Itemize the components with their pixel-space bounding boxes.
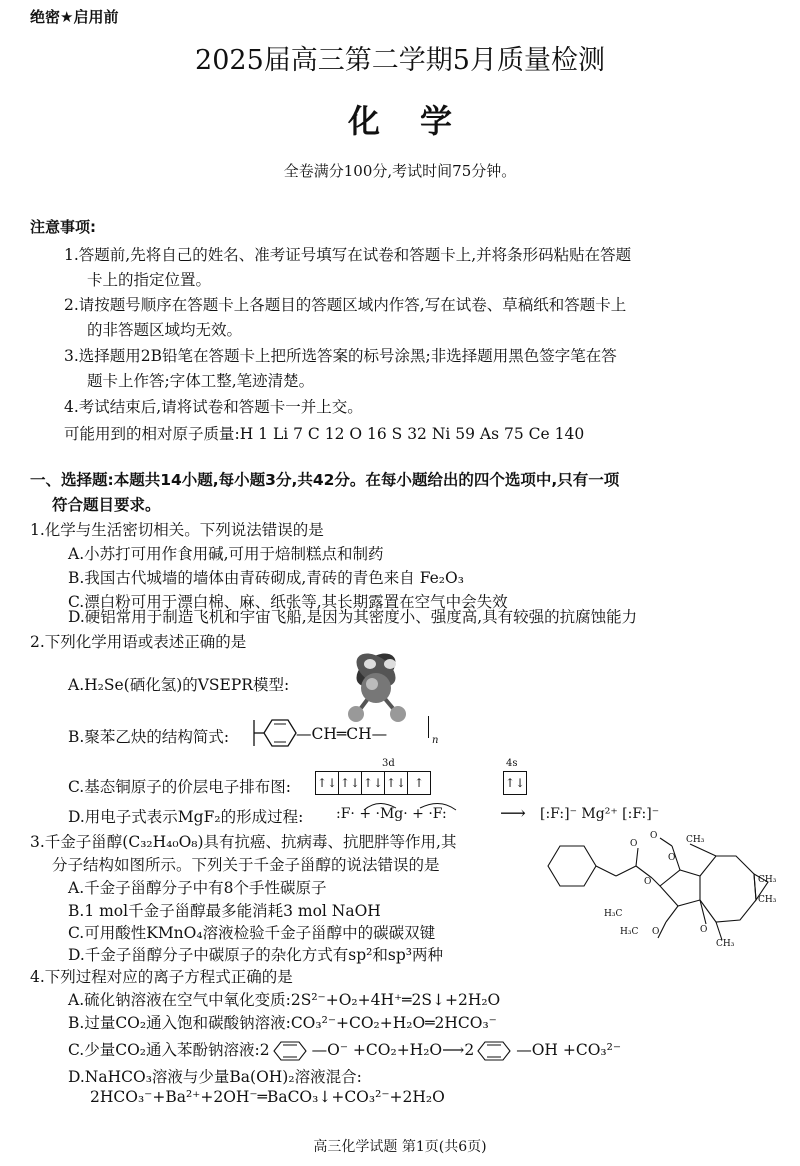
- q1-option-a: A.小苏打可用作食用碱,可用于焙制糕点和制药: [68, 545, 384, 563]
- q2-option-d: D.用电子式表示MgF₂的形成过程:: [68, 808, 304, 826]
- molecule-structure-figure: [540, 826, 780, 950]
- q3-stem: 3.千金子甾醇(C₃₂H₄₀O₈)具有抗癌、抗病毒、抗肥胖等作用,其: [30, 833, 457, 851]
- q4-c-prefix: C.少量CO₂通入苯酚钠溶液:2: [68, 1041, 270, 1059]
- orbital-3d-label: 3d: [382, 758, 395, 769]
- section1-heading-cont: 符合题目要求。: [52, 496, 161, 514]
- section1-heading: 一、选择题:本题共14小题,每小题3分,共42分。在每小题给出的四个选项中,只有一项: [30, 471, 620, 489]
- q4-stem: 4.下列过程对应的离子方程式正确的是: [30, 968, 293, 986]
- atom-label: O: [700, 925, 708, 935]
- q4-option-d-equation: 2HCO₃⁻+Ba²⁺+2OH⁻═BaCO₃↓+CO₃²⁻+2H₂O: [90, 1088, 445, 1106]
- reaction-arrow: ⟶: [500, 803, 526, 824]
- secret-mark: 绝密★启用前: [30, 8, 119, 26]
- orbital-4s-label: 4s: [506, 758, 518, 769]
- q4-option-b: B.过量CO₂通入饱和碳酸钠溶液:CO₃²⁻+CO₂+H₂O═2HCO₃⁻: [68, 1014, 497, 1032]
- subject-title: 化学: [347, 102, 492, 140]
- note-line: 卡上的指定位置。: [87, 271, 212, 289]
- note-line: 3.选择题用2B铅笔在答题卡上把所选答案的标号涂黑;非选择题用黑色签字笔在答: [64, 347, 617, 365]
- q1-option-c: C.漂白粉可用于漂白棉、麻、纸张等,其长期露置在空气中会失效: [68, 593, 508, 611]
- atom-label: CH₃: [758, 895, 777, 905]
- note-line: 的非答题区域均无效。: [87, 321, 243, 339]
- q4-option-d: D.NaHCO₃溶液与少量Ba(OH)₂溶液混合:: [68, 1068, 362, 1086]
- q4-c-suffix: —OH +CO₃²⁻: [516, 1041, 622, 1059]
- electron-transfer-arrows: [356, 798, 476, 812]
- note-line: 4.考试结束后,请将试卷和答题卡一并上交。: [64, 398, 363, 416]
- note-line: 2.请按题号顺序在答题卡上各题目的答题区域内作答,写在试卷、草稿纸和答题卡上: [64, 296, 627, 314]
- note-line: 题卡上作答;字体工整,笔迹清楚。: [87, 372, 315, 390]
- orbital-box: ↑↓: [361, 771, 385, 795]
- q1-option-b: B.我国古代城墙的墙体由青砖砌成,青砖的青色来自 Fe₂O₃: [68, 569, 464, 587]
- page-footer: 高三化学试题 第1页(共6页): [313, 1139, 487, 1155]
- q3-option-b: B.1 mol千金子甾醇最多能消耗3 mol NaOH: [68, 902, 381, 920]
- atomic-masses: 可能用到的相对原子质量:H 1 Li 7 C 12 O 16 S 32 Ni 59 As 75 Ce 140: [64, 425, 585, 443]
- q2-option-a: A.H₂Se(硒化氢)的VSEPR模型:: [68, 676, 290, 694]
- atom-label: H₃C: [604, 909, 623, 919]
- orbital-diagram-4s: [504, 771, 527, 795]
- q3-option-a: A.千金子甾醇分子中有8个手性碳原子: [68, 879, 327, 897]
- polymer-chain: —CH═CH—: [296, 725, 388, 743]
- vsepr-model-figure: [330, 644, 426, 726]
- bracket-right: [428, 716, 431, 738]
- benzene-ring-icon: [474, 1040, 516, 1062]
- orbital-box: ↑↓: [315, 771, 339, 795]
- notes-heading: 注意事项:: [30, 218, 96, 236]
- q4-option-c: [68, 1038, 621, 1062]
- q2-option-c: C.基态铜原子的价层电子排布图:: [68, 778, 291, 796]
- atom-label: O: [668, 853, 676, 863]
- q4-option-a: A.硫化钠溶液在空气中氧化变质:2S²⁻+O₂+4H⁺═2S↓+2H₂O: [68, 991, 501, 1009]
- atom-label: O: [650, 831, 658, 841]
- q1-option-d-text: D.硬铝常用于制造飞机和宇宙飞船,是因为其密度小、强度高,具有较强的抗腐蚀能力: [68, 608, 638, 626]
- orbital-diagram-3d: [316, 771, 431, 795]
- atom-label: CH₃: [716, 939, 735, 949]
- full-score-note: 全卷满分100分,考试时间75分钟。: [283, 162, 517, 180]
- mgf2-reactants: :F· + ·Mg· + ·F:: [336, 806, 447, 822]
- atom-label: H₃C: [620, 927, 639, 937]
- benzene-ring-icon: [250, 716, 302, 750]
- note-line: 1.答题前,先将自己的姓名、准考证号填写在试卷和答题卡上,并将条形码粘贴在答题: [64, 246, 632, 264]
- q3-stem-cont: 分子结构如图所示。下列关于千金子甾醇的说法错误的是: [52, 856, 440, 874]
- q2-option-b: B.聚苯乙炔的结构简式:: [68, 728, 230, 746]
- orbital-box: ↑↓: [384, 771, 408, 795]
- polymer-n: n: [432, 735, 439, 746]
- q2-stem: 2.下列化学用语或表述正确的是: [30, 633, 247, 651]
- orbital-box: ↑: [407, 771, 431, 795]
- q3-option-d: D.千金子甾醇分子中碳原子的杂化方式有sp²和sp³两种: [68, 946, 443, 964]
- atom-label: O: [652, 927, 660, 937]
- q4-c-middle: —O⁻ +CO₂+H₂O⟶2: [311, 1041, 475, 1059]
- exam-title: 2025届高三第二学期5月质量检测: [195, 45, 605, 76]
- orbital-box: ↑↓: [338, 771, 362, 795]
- atom-label: CH₃: [686, 835, 705, 845]
- q3-option-c: C.可用酸性KMnO₄溶液检验千金子甾醇中的碳碳双键: [68, 924, 436, 942]
- benzene-ring-icon: [270, 1040, 312, 1062]
- mgf2-products: [:F:]⁻ Mg²⁺ [:F:]⁻: [540, 806, 660, 822]
- atom-label: O: [644, 877, 652, 887]
- orbital-box: ↑↓: [503, 771, 527, 795]
- atom-label: CH₃: [758, 875, 777, 885]
- formula-fe2o3: Fe₂O₃: [419, 569, 464, 587]
- atom-label: O: [630, 839, 638, 849]
- q1-stem: 1.化学与生活密切相关。下列说法错误的是: [30, 521, 324, 539]
